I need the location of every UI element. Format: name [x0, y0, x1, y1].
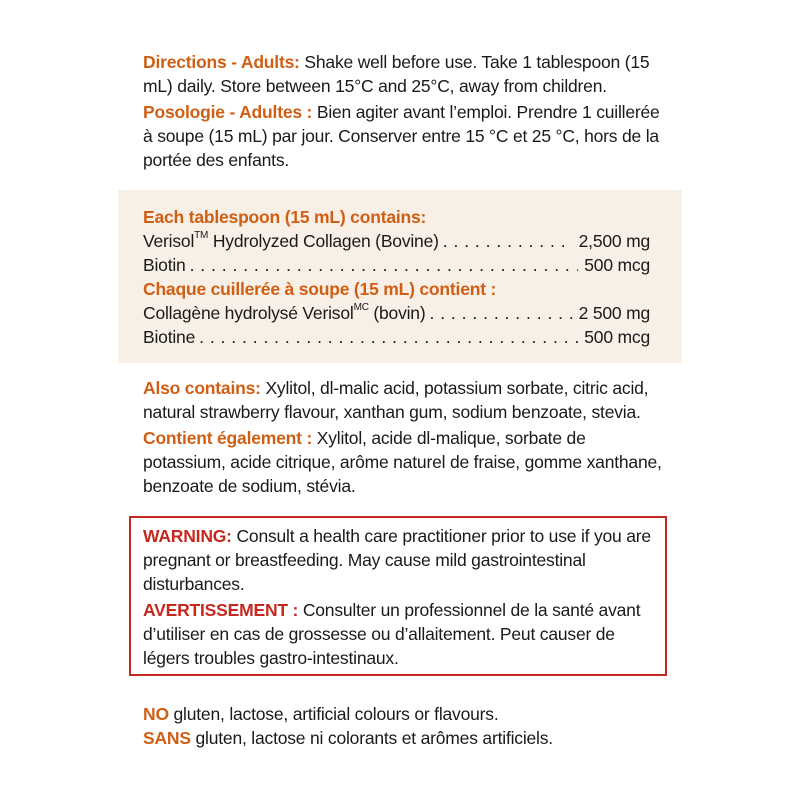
warning-fr [143, 598, 663, 670]
ingredient-name: Collagène hydrolysé Verisol$^{MC}$ (bovin) [143, 302, 426, 323]
ingredient-name: Biotin [143, 255, 186, 275]
ingredient-amount: 500 mcg [584, 255, 650, 275]
also-fr-text: Xylitol, acide dl-malique, sorbate de potassium, acide citrique, arôme naturel de fraise, gomme xanthane, benzoate de sodium, stévia. [143, 428, 662, 496]
warning-en [143, 524, 663, 596]
directions-fr-label: Posologie - Adultes : [143, 102, 313, 122]
dot-leader [190, 253, 579, 277]
warning-section [143, 524, 663, 672]
directions-fr [143, 100, 663, 172]
also-en-label: Also contains: [143, 378, 261, 398]
directions-fr-text: Bien agiter avant l’emploi. Prendre 1 cuillerée à soupe (15 mL) par jour. Conserver entre 15 °C et 25 °C, hors de la portée des enfants. [143, 102, 660, 170]
ingredient-row [143, 253, 650, 277]
free-from-section [143, 702, 663, 750]
also-contains-section [143, 376, 663, 500]
ingredient-row [143, 229, 650, 253]
directions-en-text: Shake well before use. Take 1 tablespoon (15 mL) daily. Store between 15°C and 25°C, away from children. [143, 52, 650, 96]
directions-en-label: Directions - Adults: [143, 52, 300, 72]
ingredient-row [143, 325, 650, 349]
free-from-fr-label: SANS [143, 728, 191, 748]
ingredient-amount: 2,500 mg [578, 231, 650, 251]
directions-en [143, 50, 663, 98]
warning-en-text: Consult a health care practitioner prior to use if you are pregnant or breastfeeding. May cause mild gastrointestinal disturbances. [143, 526, 651, 594]
free-from-fr [143, 726, 663, 750]
directions-section [143, 50, 663, 174]
also-en-text: Xylitol, dl-malic acid, potassium sorbate, citric acid, natural strawberry flavour, xanthan gum, sodium benzoate, stevia. [143, 378, 649, 422]
also-fr-label: Contient également : [143, 428, 313, 448]
dot-leader [199, 325, 578, 349]
also-en [143, 376, 663, 424]
facts-en-heading: Each tablespoon (15 mL) contains: [143, 207, 427, 227]
ingredient-name: Verisol™ Hydrolyzed Collagen (Bovine) [143, 230, 439, 251]
dot-leader [429, 301, 572, 325]
free-from-en-label: NO [143, 704, 169, 724]
facts-section [143, 205, 650, 349]
ingredient-name: Biotine [143, 327, 196, 347]
facts-fr-heading: Chaque cuillerée à soupe (15 mL) contient : [143, 279, 497, 299]
also-fr [143, 426, 663, 498]
warning-en-label: WARNING: [143, 526, 232, 546]
free-from-en [143, 702, 663, 726]
warning-fr-text: Consulter un professionnel de la santé avant d’utiliser en cas de grossesse ou d’allaitement. Peut causer de légers troubles gastro-intestinaux. [143, 600, 641, 668]
free-from-fr-text: gluten, lactose ni colorants et arômes artificiels. [190, 728, 553, 748]
dot-leader [443, 229, 573, 253]
ingredient-amount: 2 500 mg [578, 303, 650, 323]
ingredient-amount: 500 mcg [584, 327, 650, 347]
ingredient-row [143, 301, 650, 325]
warning-fr-label: AVERTISSEMENT : [143, 600, 299, 620]
free-from-en-text: gluten, lactose, artificial colours or flavours. [168, 704, 499, 724]
